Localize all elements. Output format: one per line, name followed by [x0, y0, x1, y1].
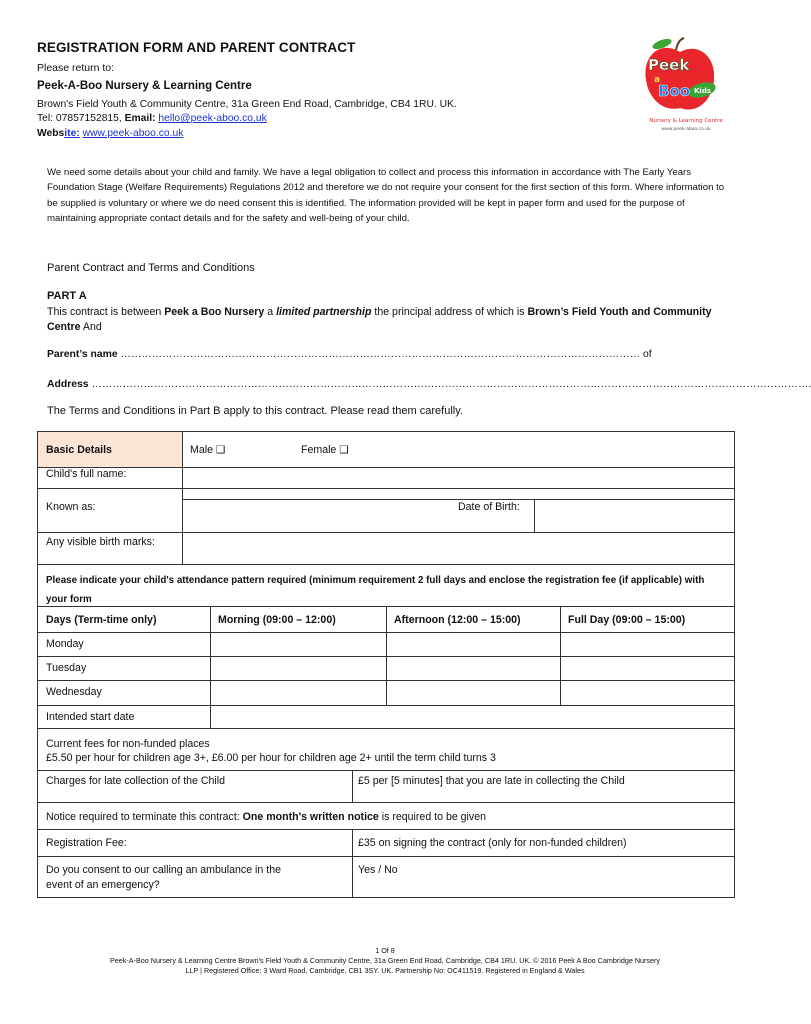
organisation-name: Peek-A-Boo Nursery & Learning Centre	[37, 80, 252, 92]
website-label-a: Webs	[37, 128, 65, 139]
logo-word-kids: Kids	[694, 87, 712, 95]
notice-text-1: Notice required to terminate this contract:	[46, 811, 243, 823]
day-wednesday: Wednesday	[46, 686, 102, 698]
male-label: Male	[190, 444, 213, 456]
registration-table	[37, 431, 735, 898]
ambulance-question-line2: event of an emergency?	[46, 879, 160, 891]
ambulance-question-line1: Do you consent to our calling an ambulance in the	[46, 864, 281, 876]
logo-word-boo: Boo	[658, 82, 691, 100]
logo-tagline: Nursery & Learning Centre	[649, 118, 723, 124]
dob-label: Date of Birth:	[458, 501, 520, 513]
website-link[interactable]: www.peek-aboo.co.uk	[82, 128, 184, 139]
email-link[interactable]: hello@peek-aboo.co.uk	[158, 113, 267, 124]
contract-text-4: And	[80, 320, 102, 333]
contract-text-2: a	[264, 306, 277, 318]
parent-name-field[interactable]	[47, 349, 737, 360]
notice-text-2: is required to be given	[378, 811, 486, 823]
logo-url: www.peek-aboo.co.uk	[661, 127, 711, 132]
address-field[interactable]	[47, 379, 811, 390]
late-collection-label: Charges for late collection of the Child	[46, 775, 226, 787]
footer-line-1: Peek-A-Boo Nursery & Learning Centre Brown's Field Youth & Community Centre, 31a Green End Road, Cambridge, CB4 1RU. UK. © 2016 Peek A Boo Cambridge Nursery	[110, 956, 660, 965]
female-checkbox-icon[interactable]: ❑	[339, 444, 349, 456]
male-checkbox-icon[interactable]: ❑	[215, 444, 226, 456]
day-monday: Monday	[46, 638, 84, 650]
contact-line	[37, 113, 267, 124]
attendance-note: Please indicate your child's attendance pattern required (minimum requirement 2 full days and enclose the registration fee (if applicable) with your form	[46, 575, 705, 605]
contract-section-title: Parent Contract and Terms and Conditions	[47, 262, 255, 274]
start-date-input[interactable]	[218, 708, 728, 726]
male-option[interactable]	[190, 444, 225, 456]
female-label: Female	[301, 444, 337, 456]
column-days: Days (Term-time only)	[46, 614, 157, 626]
birth-marks-input[interactable]	[188, 536, 728, 560]
known-as-label: Known as:	[46, 501, 96, 513]
return-label: Please return to:	[37, 62, 115, 74]
part-a-heading: PART A	[47, 290, 87, 302]
notice-statement	[46, 811, 486, 823]
fees-detail: £5.50 per hour for children age 3+, £6.00 per hour for children age 2+ until the term child turns 3	[46, 752, 496, 764]
column-afternoon: Afternoon (12:00 – 15:00)	[394, 614, 521, 626]
footer-line-2: LLP | Registered Office: 3 Ward Road, Cambridge, CB1 3SY. UK. Partnership No: OC411519. Registered in England & Wales	[185, 966, 585, 975]
organisation-address: Brown's Field Youth & Community Centre, 31a Green End Road, Cambridge, CB4 1RU. UK.	[37, 99, 457, 110]
column-full-day: Full Day (09:00 – 15:00)	[568, 614, 686, 626]
parent-name-dots: …………………………………………………………………………………………………………………………………… of	[120, 349, 652, 360]
terms-note: The Terms and Conditions in Part B apply to this contract. Please read them carefully.	[47, 405, 463, 417]
dob-input[interactable]	[538, 502, 728, 528]
notice-period: One month's written notice	[242, 811, 379, 823]
start-date-label: Intended start date	[46, 711, 135, 723]
contract-statement	[47, 305, 737, 334]
intro-paragraph: We need some details about your child and family. We have a legal obligation to collect and process this information in accordance with The Early Years Foundation Stage (Welfare Requirements) Regulations 2012 and therefore we do not require your consent for the first section of this form. Where information to be supplied is voluntary or where we do need consent this is identified. The information provided will be kept in paper form and used for the purpose of maintaining appropriate contact details and for the safety and well-being of your child.	[47, 167, 725, 224]
fees-heading: Current fees for non-funded places	[46, 738, 210, 750]
page-number: 1 Of 8	[375, 946, 395, 955]
ambulance-consent-option[interactable]: Yes / No	[358, 864, 398, 876]
childs-name-label: Child's full name:	[46, 468, 127, 480]
email-label: Email:	[124, 113, 156, 124]
website-line	[37, 128, 183, 139]
contract-text-3: the principal address of which is	[371, 306, 528, 318]
address-dots: ……………………………………………………………………………………………………………………………………………………………………………………….	[91, 379, 811, 390]
column-morning: Morning (09:00 – 12:00)	[218, 614, 336, 626]
form-title: REGISTRATION FORM AND PARENT CONTRACT	[37, 40, 356, 55]
birth-marks-label: Any visible birth marks:	[46, 536, 155, 548]
address-label: Address	[47, 379, 89, 390]
contract-text-1: This contract is between	[47, 306, 165, 318]
tel-text: Tel: 07857152815,	[37, 113, 122, 124]
parent-name-label: Parent’s name	[47, 349, 118, 360]
apple-logo-icon	[640, 36, 732, 136]
logo-word-peek: Peek	[648, 56, 690, 74]
logo-word-a: a	[654, 75, 661, 85]
registration-fee-label: Registration Fee:	[46, 837, 127, 849]
female-option[interactable]	[301, 444, 349, 456]
basic-details-label: Basic Details	[46, 444, 112, 456]
day-tuesday: Tuesday	[46, 662, 87, 674]
registration-fee-value: £35 on signing the contract (only for non-funded children)	[358, 837, 627, 849]
childs-name-input[interactable]	[188, 470, 728, 496]
contract-location: Brown’s Field Youth and Community Centre	[47, 306, 712, 333]
contract-entity: limited partnership	[276, 306, 372, 318]
peek-a-boo-logo	[640, 36, 732, 136]
contract-party: Peek a Boo Nursery	[164, 306, 265, 318]
website-label-b: ite:	[64, 128, 80, 139]
late-collection-value: £5 per [5 minutes] that you are late in collecting the Child	[358, 775, 625, 787]
